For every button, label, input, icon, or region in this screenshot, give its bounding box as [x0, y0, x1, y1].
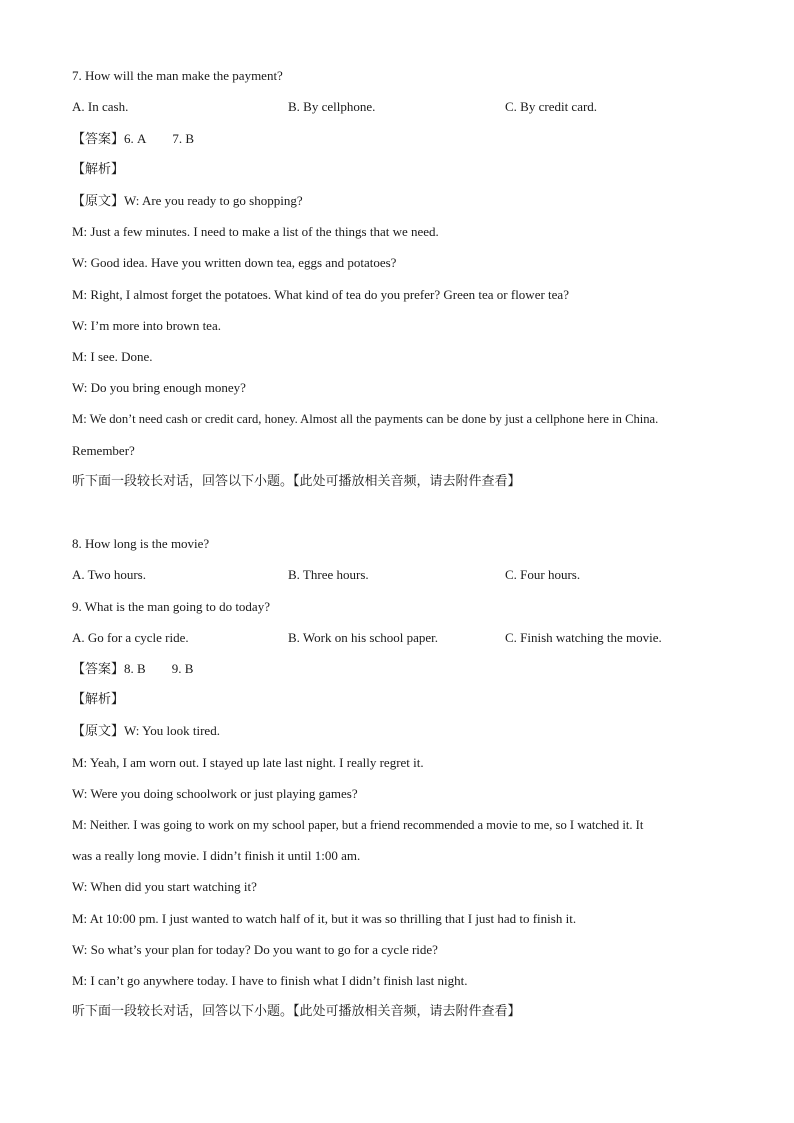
transcript-1-line-9: Remember?: [72, 443, 135, 458]
q9-option-c: C. Finish watching the movie.: [505, 630, 662, 645]
answer-label: 【答案】: [72, 662, 125, 677]
transcript-1-line-5: W: I’m more into brown tea.: [72, 318, 221, 333]
answer-9: 9. B: [171, 661, 194, 676]
transcript-1-line-6: M: I see. Done.: [72, 349, 153, 364]
listening-instruction-1: 听下面一段较长对话，回答以下小题。【此处可播放相关音频，请去附件查看】: [72, 474, 521, 489]
question-9: 9. What is the man going to do today?: [72, 599, 270, 614]
answer-8: 8. B: [124, 661, 146, 676]
answer-line-1: [72, 131, 194, 148]
transcript-2-line-5: was a really long movie. I didn’t finish it until 1:00 am.: [72, 848, 361, 863]
transcript-2-line-7: M: At 10:00 pm. I just wanted to watch half of it, but it was so thrilling that I just had to finish it.: [72, 911, 577, 926]
transcript-2-line-1: [72, 723, 220, 740]
q8-option-a: A. Two hours.: [72, 567, 146, 582]
q7-option-c: C. By credit card.: [505, 99, 598, 114]
transcript-label: 【原文】: [72, 724, 125, 739]
analysis-label-2: 【解析】: [72, 692, 125, 707]
question-7: 7. How will the man make the payment?: [72, 68, 283, 83]
transcript-2-line-6: W: When did you start watching it?: [72, 879, 257, 894]
q7-option-a: A. In cash.: [72, 99, 129, 114]
transcript-2-line-9: M: I can’t go anywhere today. I have to finish what I didn’t finish last night.: [72, 973, 468, 988]
question-8: 8. How long is the movie?: [72, 536, 210, 551]
answer-7: 7. B: [172, 131, 195, 146]
transcript-1-line-3: W: Good idea. Have you written down tea, eggs and potatoes?: [72, 255, 397, 270]
answer-6: 6. A: [124, 131, 147, 146]
q8-option-c: C. Four hours.: [505, 567, 581, 582]
answer-line-2: [72, 661, 193, 678]
transcript-2-line-2: M: Yeah, I am worn out. I stayed up late last night. I really regret it.: [72, 755, 424, 770]
transcript-1-line-1: [72, 193, 303, 210]
transcript-1-line-7: W: Do you bring enough money?: [72, 380, 246, 395]
transcript-text: W: You look tired.: [124, 723, 220, 738]
listening-instruction-2: 听下面一段较长对话，回答以下小题。【此处可播放相关音频，请去附件查看】: [72, 1004, 521, 1019]
transcript-2-line-8: W: So what’s your plan for today? Do you want to go for a cycle ride?: [72, 942, 438, 957]
analysis-label-1: 【解析】: [72, 162, 125, 177]
answer-label: 【答案】: [72, 132, 125, 147]
transcript-1-line-2: M: Just a few minutes. I need to make a list of the things that we need.: [72, 224, 439, 239]
transcript-2-line-3: W: Were you doing schoolwork or just playing games?: [72, 786, 358, 801]
transcript-1-line-4: M: Right, I almost forget the potatoes. What kind of tea do you prefer? Green tea or flower tea?: [72, 287, 569, 302]
q9-option-b: B. Work on his school paper.: [288, 630, 439, 645]
transcript-2-line-4: M: Neither. I was going to work on my school paper, but a friend recommended a movie to me, so I watched it. It: [72, 818, 644, 832]
transcript-text: W: Are you ready to go shopping?: [124, 193, 303, 208]
transcript-1-line-8: M: We don’t need cash or credit card, honey. Almost all the payments can be done by just a cellphone here in China.: [72, 412, 659, 426]
transcript-label: 【原文】: [72, 194, 125, 209]
q9-option-a: A. Go for a cycle ride.: [72, 630, 189, 645]
q8-option-b: B. Three hours.: [288, 567, 369, 582]
q7-option-b: B. By cellphone.: [288, 99, 376, 114]
